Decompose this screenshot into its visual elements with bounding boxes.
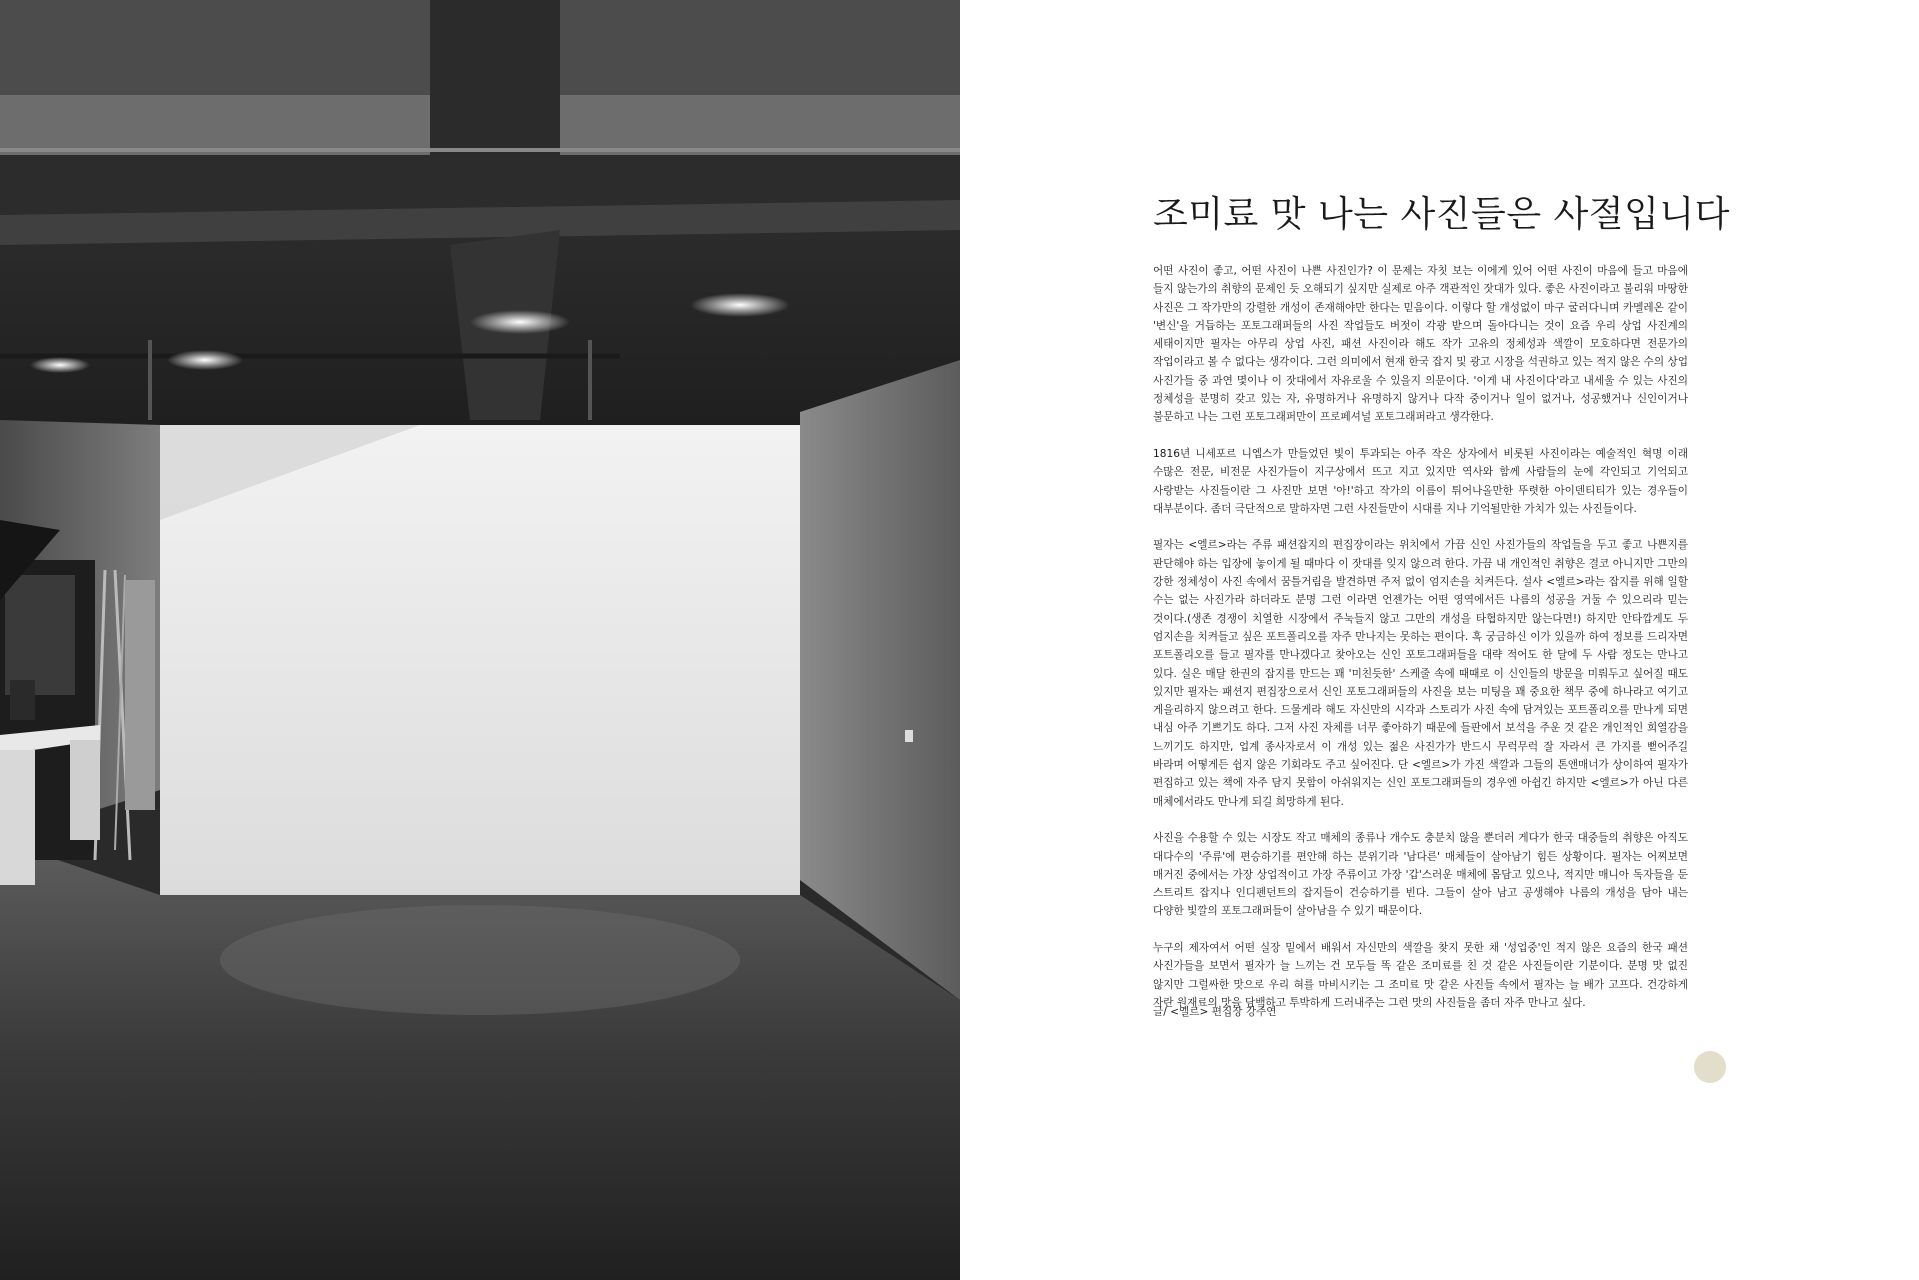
paragraph: 누구의 제자여서 어떤 실장 밑에서 배워서 자신만의 색깔을 찾지 못한 채 '성업중'인 적지 않은 요즘의 한국 패션 사진가들을 보면서 필자가 늘 느끼는 건 모두들 똑 같은 조미료를 친 것 같은 사진들이란 기분이다. 분명 맛 없진 않지만 그럴싸한 맛으로 우리 혀를 마비시키는 그 조미료 맛 같은 사진들 속에서 필자는 늘 배가 고프다. 건강하게 자란 원재료의 맛을 담백하고 투박하게 드러내주는 그런 맛의 사진들을 좀더 자주 만나고 싶다.: [1153, 941, 1688, 1009]
paragraph: 필자는 <엘르>라는 주류 패션잡지의 편집장이라는 위치에서 가끔 신인 사진가들의 작업들을 두고 좋고 나쁜지를 판단해야 하는 입장에 놓이게 될 때마다 이 잣대를 잊지 않으려 한다. 가끔 내 개인적인 취향은 결코 아니지만 그만의 강한 정체성이 사진 속에서 꿈틀거림을 발견하면 주저 없이 엄지손을 치켜든다. 설사 <엘르>라는 잡지를 위해 일할 수는 없는 사진가라 하더라도 분명 그런 이라면 언젠가는 어떤 영역에서든 나름의 성공을 거둘 수 있으리라 믿는 것이다.(생존 경쟁이 치열한 시장에서 주눅들지 않고 그만의 개성을 타협하지만 않는다면!) 하지만 안타깝게도 두 엄지손을 치켜들고 싶은 포트폴리오를 자주 만나지는 못하는 편이다. 혹 궁금하신 이가 있을까 하여 정보를 드리자면 포트폴리오를 들고 필자를 만나겠다고 찾아오는 신인 포토그래퍼들을 대략 적어도 한 달에 두 사람 정도는 만나고 있다. 실은 매달 한권의 잡지를 만드는 꽤 '미친듯한' 스케줄 속에 때때로 이 신인들의 방문을 미뤄두고 싶어질 때도 있지만 필자는 패션지 편집장으로서 신인 포토그래퍼들의 사진을 보는 미팅을 꽤 중요한 책무 중에 하나라고 여기고 게을리하지 않으려고 한다. 드물게라 해도 자신만의 시각과 스토리가 사진 속에 담겨있는 포트폴리오를 만나게 되면 내심 아주 기쁘기도 하다. 그저 사진 자체를 너무 좋아하기 때문에 들판에서 보석을 주운 것 같은 개인적인 희열감을 느끼기도 하지만, 업계 종사자로서 이 개성 있는 젊은 사진가가 반드시 무럭무럭 잘 자라서 큰 가지를 뻗어주길 바라며 어떻게든 쉽지 않은 기회라도 주고 싶어진다. 단 <엘르>가 가진 색깔과 그들의 톤앤매너가 상이하여 필자가 편집하고 있는 책에 자주 담지 못함이 아쉬워지는 신인 포토그래퍼들의 경우엔 아쉽긴 하지만 <엘르>가 아닌 다른 매체에서라도 만나게 되길 희망하게 된다.: [1153, 539, 1688, 808]
article-body: [1153, 262, 1688, 1030]
paragraph: 1816년 니세포르 니엡스가 만들었던 빛이 투과되는 아주 작은 상자에서 비롯된 사진이라는 예술적인 혁명 이래 수많은 전문, 비전문 사진가들이 지구상에서 뜨고 지고 있지만 역사와 함께 사람들의 눈에 각인되고 기억되고 사랑받는 사진들이란 그 사진만 보면 '아!'하고 작가의 이름이 튀어나올만한 뚜렷한 아이덴티티가 있는 경우들이 대부분이다. 좀더 극단적으로 말하자면 그런 사진들만이 시대를 지나 기억될만한 가치가 있는 사진들이다.: [1153, 447, 1688, 515]
article-page: [960, 0, 1919, 1280]
paragraph: 사진을 수용할 수 있는 시장도 작고 매체의 종류나 개수도 충분치 않을 뿐더러 게다가 한국 대중들의 취향은 아직도 대다수의 '주류'에 편승하기를 편안해 하는 분위기라 '남다른' 매체들이 살아남기 힘든 상황이다. 필자는 어찌보면 매거진 중에서는 가장 상업적이고 가장 주류이고 가장 '갑'스러운 매체에 몸담고 있으나, 적지만 매니아 독자들을 둔 스트리트 잡지나 인디펜던트의 잡지들이 건승하기를 빈다. 그들이 살아 남고 공생해야 나름의 개성을 담아 내는 다양한 빛깔의 포토그래퍼들이 살아남을 수 있기 때문이다.: [1153, 832, 1688, 918]
byline: 글/ <엘르> 편집장 강주연: [1153, 1006, 1277, 1018]
page-dot-decoration: [1694, 1051, 1726, 1083]
paragraph: 어떤 사진이 좋고, 어떤 사진이 나쁜 사진인가? 이 문제는 자칫 보는 이에게 있어 어떤 사진이 마음에 들고 마음에 들지 않는가의 취향의 문제인 듯 오해되기 싶지만 실제로 아주 객관적인 잣대가 있다. 좋은 사진이라고 불리워 마땅한 사진은 그 작가만의 강렬한 개성이 존재해야만 한다는 믿음이다. 이렇다 할 개성없이 마구 굴러다니며 카멜레온 같이 '변신'을 거듭하는 포토그래퍼들의 사진 작업들도 버젓이 각광 받으며 돌아다니는 것이 요즘 우리 상업 사진계의 세태이지만 필자는 아무리 상업 사진, 패션 사진이라 해도 작가 고유의 정체성과 색깔이 모호하다면 전문가의 작업이라고 볼 수 없다는 생각이다. 그런 의미에서 현재 한국 잡지 및 광고 시장을 석권하고 있는 적지 않은 수의 상업 사진가들 중 과연 몇이나 이 잣대에서 자유로울 수 있을지 의문이다. '이게 내 사진이다'라고 내세울 수 있는 사진의 정체성을 분명히 갖고 있는 자, 유명하거나 유명하지 않거나 다작 중이거나 일이 없거나, 성공했거나 신인이거나 불문하고 나는 그런 포토그래퍼만이 프로페셔널 포토그래퍼라고 생각한다.: [1153, 265, 1688, 424]
article-title: 조미료 맛 나는 사진들은 사절입니다: [1153, 194, 1730, 235]
